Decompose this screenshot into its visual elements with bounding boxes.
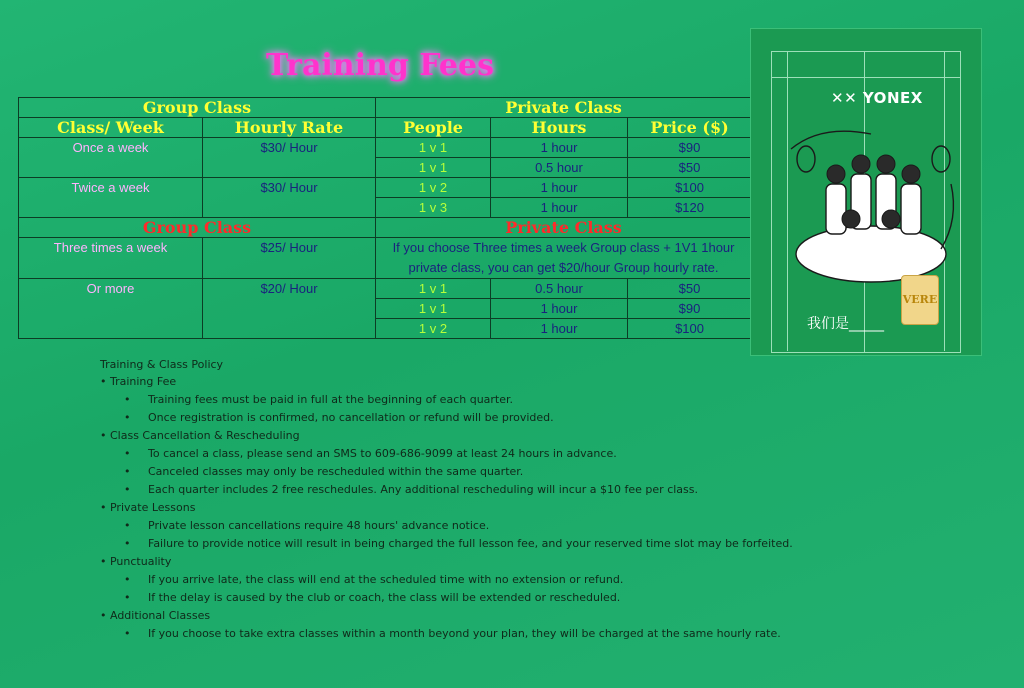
table-cell: 0.5 hour <box>491 279 628 299</box>
col-header-class-week: Class/ Week <box>19 118 203 138</box>
group-class-header-2: Group Class <box>19 218 376 238</box>
slogan-text: 我们是_____ <box>807 316 884 332</box>
policy-heading: • Class Cancellation & Rescheduling <box>100 429 300 442</box>
yonex-mark-icon: ✕✕ <box>831 89 863 107</box>
table-row <box>19 118 752 138</box>
table-cell: 1 hour <box>491 138 628 158</box>
table-cell: Twice a week <box>19 178 203 218</box>
table-cell: 1 v 1 <box>376 138 491 158</box>
table-cell: 1 v 2 <box>376 178 491 198</box>
list-item: • If you choose to take extra classes within a month beyond your plan, they will be charged at the same hourly rate. <box>124 627 781 640</box>
list-item: • Canceled classes may only be rescheduled within the same quarter. <box>124 465 524 478</box>
policy-list <box>100 445 840 499</box>
table-cell: $20/ Hour <box>203 279 376 339</box>
page-title: Training Fees <box>266 48 494 83</box>
table-cell: Three times a week <box>19 238 203 279</box>
fees-table <box>18 97 752 339</box>
table-cell: 1 v 2 <box>376 319 491 339</box>
yonex-poster <box>750 28 982 356</box>
table-cell: $120 <box>628 198 752 218</box>
table-row <box>19 98 752 118</box>
list-item: • To cancel a class, please send an SMS to 609-686-9099 at least 24 hours in advance. <box>124 447 617 460</box>
policy-heading: • Punctuality <box>100 555 172 568</box>
table-cell: $100 <box>628 319 752 339</box>
table-cell: 1 hour <box>491 178 628 198</box>
table-cell: $30/ Hour <box>203 178 376 218</box>
policy-list <box>100 571 840 607</box>
table-row <box>19 218 752 238</box>
table-cell: 1 hour <box>491 299 628 319</box>
table-row <box>19 138 752 158</box>
table-cell: $50 <box>628 158 752 178</box>
table-cell: 1 v 1 <box>376 299 491 319</box>
table-cell: 1 hour <box>491 198 628 218</box>
policy-heading: • Additional Classes <box>100 609 211 622</box>
table-cell: $50 <box>628 279 752 299</box>
col-header-people: People <box>376 118 491 138</box>
policy-list <box>100 391 840 427</box>
list-item: • Each quarter includes 2 free reschedules. Any additional rescheduling will incur a $10 fee per class. <box>124 483 698 496</box>
vere-logo: VERE <box>901 275 939 325</box>
group-class-header: Group Class <box>19 98 376 118</box>
brand-name: YONEX <box>862 89 923 107</box>
policy-title: Training & Class Policy <box>100 358 224 371</box>
col-header-price: Price ($) <box>628 118 752 138</box>
list-item: • If you arrive late, the class will end at the scheduled time with no extension or refund. <box>124 573 624 586</box>
players-illustration <box>781 129 961 289</box>
table-cell: $25/ Hour <box>203 238 376 279</box>
policy-heading: • Training Fee <box>100 375 177 388</box>
table-cell: Or more <box>19 279 203 339</box>
table-row <box>19 238 752 279</box>
table-cell: 1 v 1 <box>376 279 491 299</box>
col-header-hours: Hours <box>491 118 628 138</box>
private-class-header: Private Class <box>376 98 752 118</box>
table-cell: 1 v 1 <box>376 158 491 178</box>
court-line <box>771 77 961 78</box>
policy-list <box>100 625 840 643</box>
table-cell: 0.5 hour <box>491 158 628 178</box>
list-item: • If the delay is caused by the club or coach, the class will be extended or rescheduled. <box>124 591 621 604</box>
list-item: • Once registration is confirmed, no cancellation or refund will be provided. <box>124 411 554 424</box>
list-item: • Private lesson cancellations require 48 hours' advance notice. <box>124 519 490 532</box>
table-cell: $90 <box>628 299 752 319</box>
table-cell: Once a week <box>19 138 203 178</box>
col-header-hourly-rate: Hourly Rate <box>203 118 376 138</box>
policy-heading: • Private Lessons <box>100 501 196 514</box>
policy-list <box>100 517 840 553</box>
policy-section <box>100 356 840 643</box>
table-row <box>19 279 752 299</box>
table-cell: 1 hour <box>491 319 628 339</box>
yonex-logo <box>831 89 923 107</box>
table-row <box>19 178 752 198</box>
combo-note: If you choose Three times a week Group class + 1V1 1hour private class, you can get $20/hour Group hourly rate. <box>376 238 752 279</box>
table-cell: $90 <box>628 138 752 158</box>
list-item: • Failure to provide notice will result in being charged the full lesson fee, and your reserved time slot may be forfeited. <box>124 537 793 550</box>
table-cell: 1 v 3 <box>376 198 491 218</box>
table-cell: $100 <box>628 178 752 198</box>
table-cell: $30/ Hour <box>203 138 376 178</box>
list-item: • Training fees must be paid in full at the beginning of each quarter. <box>124 393 514 406</box>
private-class-header-2: Private Class <box>376 218 752 238</box>
